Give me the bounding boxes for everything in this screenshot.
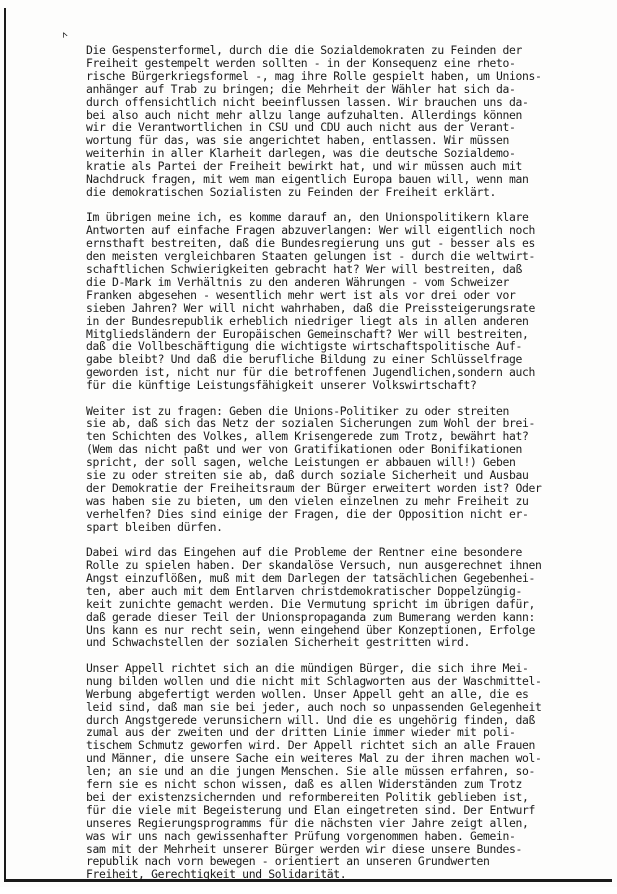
text-line: durch Angstgerede verunsichern will. Und die es ungehörig finden, daß <box>86 712 536 727</box>
text-line: Unser Appell richtet sich an die mündigen Bürger, die sich ihre Mei- <box>86 660 529 675</box>
paragraph <box>86 546 610 649</box>
text-line: Angst einzuflößen, muß mit dem Darlegen der tatsächlichen Gegebenhei- <box>86 570 536 585</box>
text-line: unseres Regierungsprogramms für die nächsten vier Jahre zeigt allen, <box>86 815 529 830</box>
text-line: spart bleiben dürfen. <box>86 519 223 534</box>
text-line: Werbung abgefertigt werden wollen. Unser Appell geht an alle, die es <box>86 686 529 701</box>
paragraph <box>86 405 610 534</box>
text-line: verhelfen? Dies sind einige der Fragen, die der Opposition nicht er- <box>86 506 529 521</box>
scan-edge-left <box>4 8 6 880</box>
text-line: für die viele mit Begeisterung und Elan eingetreten sind. Der Entwurf <box>86 802 536 817</box>
text-line: zumal aus der zweiten und der dritten Linie immer wieder mit poli- <box>86 725 516 740</box>
text-line: und Männer, die unsere Sache ein weiteres Mal zu der ihren machen wol- <box>86 751 542 766</box>
text-line: sieben Jahren? Wer will nicht wahrhaben, daß die Preissteigerungsrate <box>86 300 536 315</box>
text-line: wir die Verantwortlichen in CSU und CDU auch nicht aus der Verant- <box>86 120 516 135</box>
text-line: keit zunichte gemacht werden. Die Vermutung spricht im übrigen dafür, <box>86 596 536 611</box>
text-line: daß die Vollbeschäftigung die wichtigste wirtschaftspolitische Auf- <box>86 339 523 354</box>
margin-mark: ˄ <box>59 29 70 42</box>
text-line: anhänger auf Trab zu bringen; die Mehrheit der Wähler hat sich da- <box>86 81 516 96</box>
text-line: sie ab, daß sich das Netz der sozialen Sicherungen zum Wohl der brei- <box>86 416 536 431</box>
text-line: Rolle zu spielen haben. Der skandalöse Versuch, nun ausgerechnet ihnen <box>86 558 542 573</box>
text-line: ernsthaft bestreiten, daß die Bundesregierung uns gut - besser als es <box>86 236 536 251</box>
text-line: was wir uns nach gewissenhafter Prüfung vorgenommen haben. Gemein- <box>86 828 516 843</box>
text-line: geworden ist, nicht nur für die betroffenen Jugendlichen,sondern auch <box>86 365 536 380</box>
text-line: Dabei wird das Eingehen auf die Probleme der Rentner eine besondere <box>86 545 523 560</box>
text-line: sam mit der Mehrheit unserer Bürger werden wir diese unsere Bundes- <box>86 841 523 856</box>
document-body <box>86 44 610 894</box>
text-line: Weiter ist zu fragen: Geben die Unions-Politiker zu oder streiten <box>86 403 510 418</box>
text-line: Nachdruck fragen, mit wem man eigentlich Europa bauen will, wenn man <box>86 172 529 187</box>
text-line: in der Bundesrepublik erheblich niedriger liegt als in allen anderen <box>86 313 529 328</box>
text-line: ten Schichten des Volkes, allem Krisengerede zum Trotz, bewährt hat? <box>86 429 529 444</box>
text-line: wortung für das, was sie angerichtet haben, entlassen. Wir müssen <box>86 133 510 148</box>
text-line: (Wem das nicht paßt und wer von Gratifikationen oder Bonifikationen <box>86 442 523 457</box>
text-line: nung bilden wollen und die nicht mit Schlagworten aus der Waschmittel- <box>86 673 542 688</box>
text-line: und Schwachstellen der sozialen Sicherheit gestritten wird. <box>86 635 470 650</box>
text-line: spricht, der soll sagen, welche Leistungen er abbauen will!) Geben <box>86 455 516 470</box>
text-line: was haben sie zu bieten, um den vielen einzelnen zu mehr Freiheit zu <box>86 493 529 508</box>
text-line: weiterhin in aller Klarheit darlegen, was die deutsche Sozialdemo- <box>86 146 516 161</box>
text-line: Antworten auf einfache Fragen abzuverlangen: Wer will eigentlich noch <box>86 223 536 238</box>
text-line: schaftlichen Schwierigkeiten gebracht hat? Wer will bestreiten, daß <box>86 262 523 276</box>
text-line: Franken abgesehen - wesentlich mehr wert ist als vor drei oder vor <box>86 287 516 302</box>
text-line: Im übrigen meine ich, es komme darauf an, den Unionspolitikern klare <box>86 210 529 225</box>
paragraph <box>86 44 610 199</box>
text-line: ten, aber auch mit dem Entlarven christdemokratischer Doppelzüngig- <box>86 583 523 598</box>
text-line: der Demokratie der Freiheitsraum der Bürger erweitert worden ist? Oder <box>86 481 542 495</box>
text-line: daß gerade dieser Teil der Unionspropaganda zum Bumerang werden kann: <box>86 609 536 624</box>
text-line: die D-Mark im Verhältnis zu den anderen Währungen - vom Schweizer <box>86 274 510 289</box>
text-line: gabe bleibt? Und daß die berufliche Bildung zu einer Schlüsselfrage <box>86 352 523 367</box>
text-line: durch offensichtlich nicht beeinflussen lassen. Wir brauchen uns da- <box>86 94 529 109</box>
text-line: len; an sie und an die jungen Menschen. Sie alle müssen erfahren, so- <box>86 764 536 779</box>
text-line: die demokratischen Sozialisten zu Feinden der Freiheit erklärt. <box>86 184 496 199</box>
text-line: fern sie es nicht schon wissen, daß es allen Widerständen zum Trotz <box>86 777 523 792</box>
text-line: Uns kann es nur recht sein, wenn eingehend über Konzeptionen, Erfolge <box>86 622 536 637</box>
text-line: den meisten vergleichbaren Staaten gelungen ist - durch die weltwirt- <box>86 249 536 264</box>
text-line: Freiheit, Gerechtigkeit und Solidarität. <box>86 867 347 882</box>
text-line: sie zu oder streiten sie ab, daß durch soziale Sicherheit und Ausbau <box>86 468 529 483</box>
text-line: kratie als Partei der Freiheit bewirkt hat, und wir müssen auch mit <box>86 159 523 174</box>
paragraph <box>86 211 610 392</box>
text-line: rische Bürgerkriegsformel -, mag ihre Rolle gespielt haben, um Unions- <box>86 68 542 83</box>
text-line: leid sind, daß man sie bei jeder, auch noch so unpassenden Gelegenheit <box>86 699 542 714</box>
text-line: tischem Schmutz geworfen wird. Der Appell richtet sich an alle Frauen <box>86 738 536 753</box>
text-line: republik nach vorn bewegen - orientiert an unseren Grundwerten <box>86 854 490 869</box>
text-line: bei also auch nicht mehr allzu lange aufzuhalten. Allerdings können <box>86 107 523 122</box>
text-line: Die Gespensterformel, durch die die Sozialdemokraten zu Feinden der <box>86 43 523 57</box>
text-line: für die künftige Leistungsfähigkeit unserer Volkswirtschaft? <box>86 378 477 393</box>
paragraph <box>86 662 610 881</box>
text-line: Mitgliedsländern der Europäischen Gemeinschaft? Wer will bestreiten, <box>86 326 529 341</box>
text-line: bei der existenzsichernden und reformbereiten Politik geblieben ist, <box>86 789 529 804</box>
text-line: Freiheit gestempelt werden sollten - in der Konsequenz eine rheto- <box>86 55 516 70</box>
